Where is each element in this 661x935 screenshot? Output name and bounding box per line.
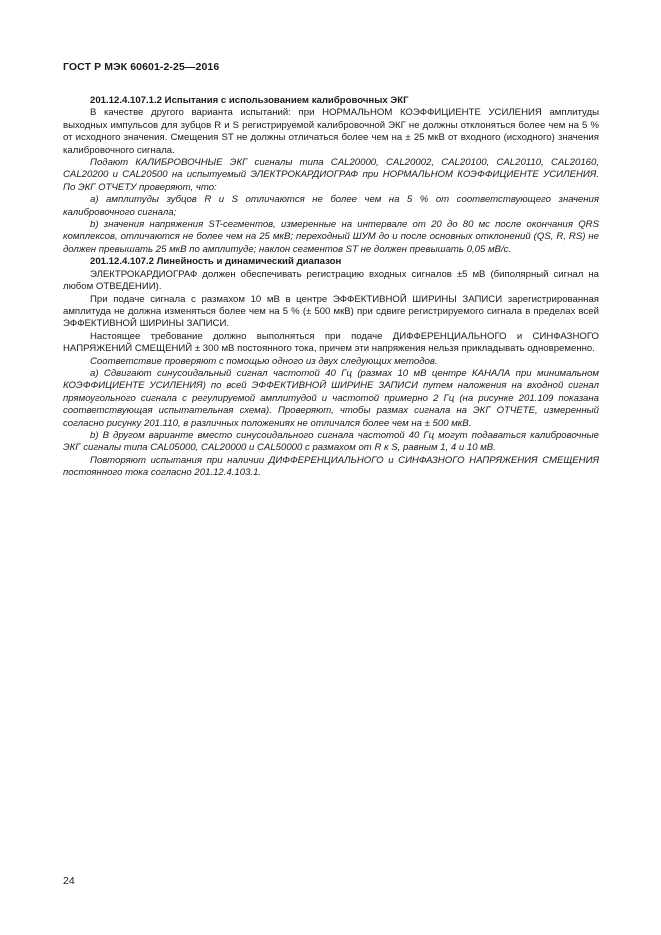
paragraph: Настоящее требование должно выполняться при подаче ДИФФЕРЕНЦИАЛЬНОГО и СИНФАЗНОГО НАПРЯЖЕНИЙ СМЕЩЕНИЙ ± 300 мВ постоянного тока, причем эти напряжения нельзя прикладывать одновременно. — [63, 330, 599, 355]
list-item: b) значения напряжения ST-сегментов, измеренные на интервале от 20 до 80 мс после окончания QRS комплексов, отличаются не более чем на 25 мкВ; переходный ШУМ до и после основных отклонений (QS, R, RS) не должен превышать 25 мкВ по амплитуде; наклон сегментов ST не должен превышать 0,05 мВ/с. — [63, 219, 599, 255]
document-body — [63, 95, 599, 480]
list-item: а) Сдвигают синусоидальный сигнал частотой 40 Гц (размах 10 мВ центре КАНАЛА при минимальном КОЭФФИЦИЕНТЕ УСИЛЕНИЯ) по всей ЭФФЕКТИВНОЙ ШИРИНЕ ЗАПИСИ путем наложения на входной сигнал прямоугольного сигнала с регулируемой амплитудой и частотой примерно 2 Гц (на рисунке 201.109 показана соответствующая испытательная схема). Проверяют, чтобы размах сигнала на ЭКГ ОТЧЕТЕ, измеренный согласно рисунку 201.110, в различных положениях не отличался более чем на ± 500 мкВ. — [63, 367, 599, 429]
paragraph: ЭЛЕКТРОКАРДИОГРАФ должен обеспечивать регистрацию входных сигналов ±5 мВ (биполярный сигнал на любом ОТВЕДЕНИИ). — [63, 268, 599, 293]
paragraph: В качестве другого варианта испытаний: при НОРМАЛЬНОМ КОЭФФИЦИЕНТЕ УСИЛЕНИЯ амплитуды выходных импульсов для зубцов R и S регистрируемой калибровочной ЭКГ не должны отклоняться более чем на 5 % от исходного значения. Смещения ST не должны отличаться более чем на ± 25 мкВ от входного (исходного) значения калибровочного сигнала. — [63, 107, 599, 156]
paragraph: Подают КАЛИБРОВОЧНЫЕ ЭКГ сигналы типа CAL20000, CAL20002, CAL20100, CAL20110, CAL20160, CAL20200 и CAL20500 на испытуемый ЭЛЕКТРОКАРДИОГРАФ при НОРМАЛЬНОМ КОЭФФИЦИЕНТЕ УСИЛЕНИЯ. По ЭКГ ОТЧЕТУ проверяют, что: — [63, 157, 599, 193]
paragraph: При подаче сигнала с размахом 10 мВ в центре ЭФФЕКТИВНОЙ ШИРИНЫ ЗАПИСИ зарегистрированная амплитуда не должна изменяться более чем на 5 % (± 500 мкВ) при сдвиге регистрируемого сигнала в пределах всей ЭФФЕКТИВНОЙ ШИРИНЫ ЗАПИСИ. — [63, 293, 599, 330]
page-number: 24 — [63, 875, 75, 887]
list-item: а) амплитуды зубцов R и S отличаются не более чем на 5 % от соответствующего значения калибровочного сигнала; — [63, 194, 599, 218]
section-heading: 201.12.4.107.2 Линейность и динамический диапазон — [90, 256, 342, 268]
list-item: b) В другом варианте вместо синусоидального сигнала частотой 40 Гц могут подаваться калибровочные ЭКГ сигналы типа CAL05000, CAL20000 и CAL50000 с размахом от R к S, равным 1, 4 и 10 мВ. — [63, 429, 599, 454]
paragraph: Соответствие проверяют с помощью одного из двух следующих методов. — [90, 355, 438, 367]
section-heading: 201.12.4.107.1.2 Испытания с использованием калибровочных ЭКГ — [90, 95, 409, 106]
document-header: ГОСТ Р МЭК 60601-2-25—2016 — [63, 61, 220, 73]
paragraph: Повторяют испытания при наличии ДИФФЕРЕНЦИАЛЬНОГО и СИНФАЗНОГО НАПРЯЖЕНИЯ СМЕЩЕНИЯ постоянного тока согласно 201.12.4.103.1. — [63, 454, 599, 479]
